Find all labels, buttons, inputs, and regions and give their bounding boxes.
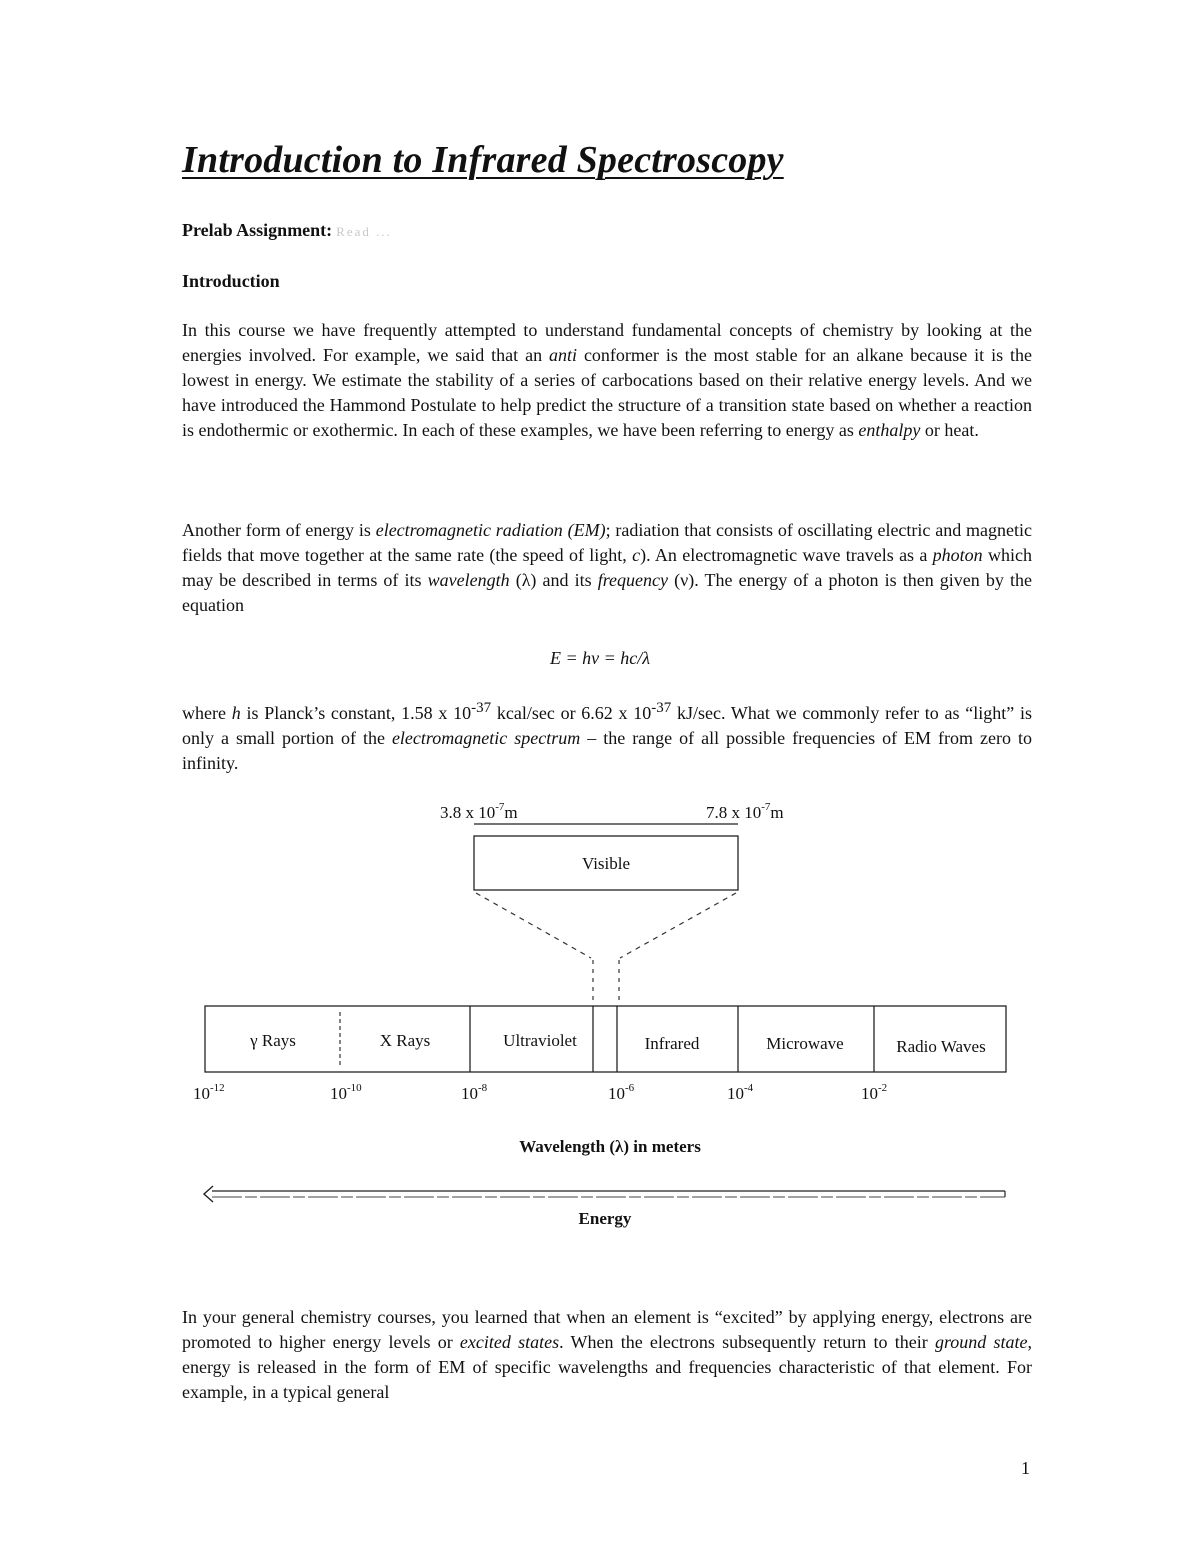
region-infrared: Infrared — [644, 1034, 700, 1053]
page-number: 1 — [1021, 1458, 1030, 1478]
paragraph-2: Another form of energy is electromagnetic radiation (EM); radiation that consists of oscillating electric and magnetic fields that move together at the same rate (the speed of light, c). An electromagnetic wave travels as a photon which may be described in terms of its wavelength (λ) and its frequency (ν). The energy of a photon is then given by the equation — [182, 520, 1032, 615]
photon-energy-equation: E = hν = hc/λ — [549, 648, 651, 668]
tick-label: $10^{-4}$ — [727, 1082, 754, 1103]
energy-arrow-head — [204, 1186, 213, 1202]
prelab-label: Prelab Assignment: — [182, 220, 333, 240]
visible-right-bound: 7.8 x $10^{-7}m$ — [706, 801, 784, 822]
region-gamma-rays: γ Rays — [250, 1031, 296, 1050]
region-ultraviolet: Ultraviolet — [503, 1031, 577, 1050]
introduction-heading: Introduction — [182, 271, 280, 291]
tick-label: $10^{-8}$ — [461, 1082, 488, 1103]
tick-label: $10^{-10}$ — [330, 1082, 362, 1103]
region-x-rays: X Rays — [379, 1031, 431, 1050]
region-radio-waves: Radio Waves — [896, 1037, 986, 1056]
tick-label: $10^{-12}$ — [193, 1082, 225, 1103]
wavelength-axis-label: Wavelength (λ) in meters — [519, 1137, 701, 1156]
visible-left-bound: 3.8 x $10^{-7}m$ — [440, 801, 518, 822]
region-microwave: Microwave — [766, 1034, 844, 1053]
tick-label: $10^{-6}$ — [608, 1082, 635, 1103]
paragraph-3: where h is Planck’s constant, 1.58 x $10^{-37}$ kcal/sec or 6.62 x $10^{-37}$ kJ/sec. What we commonly refer to as “light” is only a small portion of the electromagnetic spectrum – the range of all possible frequencies of EM from zero to infinity. — [182, 700, 1033, 773]
page-title: Introduction to Infrared Spectroscopy — [182, 139, 784, 181]
tick-label: $10^{-2}$ — [861, 1082, 888, 1103]
paragraph-1: In this course we have frequently attempted to understand fundamental concepts of chemistry by looking at the energies involved. For example, we said that an anti conformer is the most stable for an alkane because it is the lowest in energy. We estimate the stability of a series of carbocations based on their relative energy levels. And we have introduced the Hammond Postulate to help predict the structure of a transition state based on whether a reaction is endothermic or exothermic. In each of these examples, we have been referring to energy as enthalpy or heat. — [182, 320, 1033, 440]
energy-axis-label: Energy — [578, 1209, 632, 1228]
visible-funnel-right — [620, 893, 736, 958]
spectrum-bar — [205, 1006, 1006, 1072]
prelab-faint-text: Read ... — [336, 224, 392, 239]
visible-label: Visible — [581, 854, 631, 873]
visible-funnel-left — [476, 893, 591, 958]
paragraph-4: In your general chemistry courses, you learned that when an element is “excited” by applying energy, electrons are promoted to higher energy levels or excited states. When the electrons subsequently return to their ground state, energy is released in the form of EM of specific wavelengths and frequencies characteristic of that element. For example, in a typical general — [182, 1307, 1032, 1402]
